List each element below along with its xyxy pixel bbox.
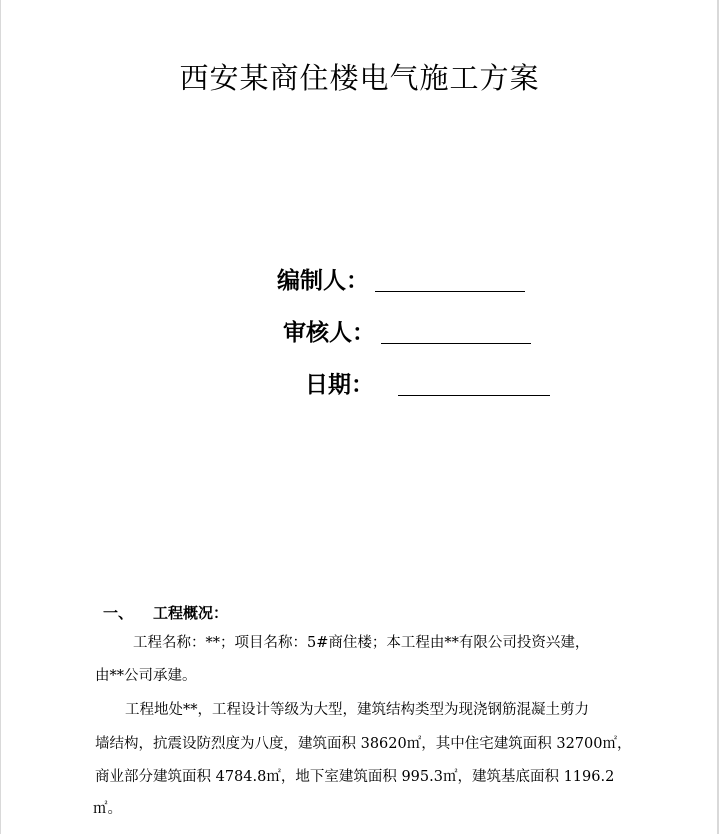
section-number: 一、 [103,604,134,622]
section-title: 工程概况： [153,604,229,622]
signature-row-date [305,366,550,399]
page-edge-left [0,0,1,834]
paragraph-line: 工程地处**，工程设计等级为大型，建筑结构类型为现浇钢筋混凝土剪力 [125,702,589,718]
signature-line-date [398,395,550,396]
signature-row-reviewer [283,314,531,347]
section-heading [103,602,228,623]
paragraph-line: 商业部分建筑面积 4784.8㎡，地下室建筑面积 995.3㎡，建筑基底面积 1196.2 [95,769,615,785]
signature-line-editor [375,291,525,292]
signature-label-reviewer: 审核人： [283,320,375,346]
paragraph-line: 工程名称：**；项目名称：5#商住楼；本工程由**有限公司投资兴建， [133,635,590,651]
signature-label-date: 日期： [305,372,374,398]
paragraph-line: 墙结构，抗震设防烈度为八度，建筑面积 38620㎡，其中住宅建筑面积 32700㎡， [95,736,632,752]
signature-row-editor [277,262,525,295]
signature-label-editor: 编制人： [277,268,369,294]
document-title: 西安某商住楼电气施工方案 [179,61,540,95]
signature-line-reviewer [381,343,531,344]
paragraph-line: 由**公司承建。 [95,668,197,684]
paragraph-line: ㎡。 [93,801,122,817]
